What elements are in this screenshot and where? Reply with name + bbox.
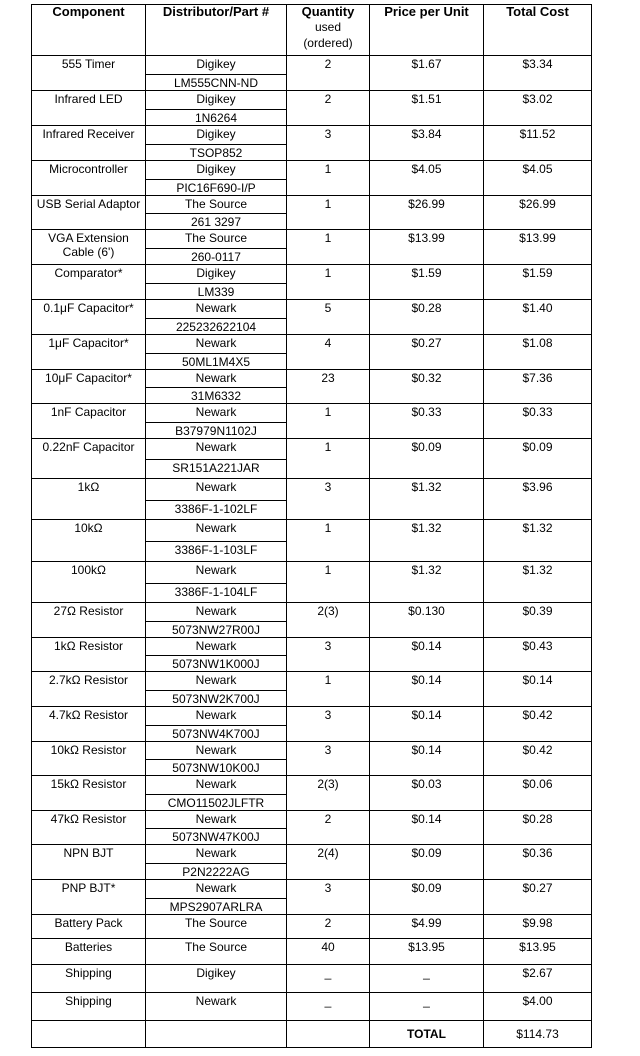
distributor-name: Digikey: [146, 161, 286, 180]
total-cell: $4.00: [484, 993, 592, 1021]
part-number: 5073NW2K700J: [172, 692, 260, 706]
distributor-cell: [146, 707, 287, 742]
part-number: CMO11502JLFTR: [167, 796, 265, 810]
table-row: [32, 335, 592, 370]
component-cell: Shipping: [32, 993, 146, 1021]
total-cell: $0.33: [484, 404, 592, 439]
distributor-cell: [146, 638, 287, 672]
quantity-cell: 2(3): [287, 603, 370, 638]
price-cell: _: [370, 993, 484, 1021]
quantity-cell: 2: [287, 915, 370, 939]
distributor-cell: [146, 479, 287, 520]
distributor-name: Newark: [146, 742, 286, 760]
component-cell: 10kΩ: [32, 520, 146, 562]
distributor-name: Newark: [146, 603, 286, 622]
total-cell: $1.08: [484, 335, 592, 370]
distributor-cell: [146, 520, 287, 562]
total-cell: $1.59: [484, 265, 592, 300]
empty-cell: [32, 1021, 146, 1048]
price-cell: $0.14: [370, 638, 484, 672]
table-row: [32, 265, 592, 300]
distributor-cell: [146, 439, 287, 479]
part-number: 260-0117: [191, 250, 241, 264]
component-cell: Comparator*: [32, 265, 146, 300]
distributor-cell: [146, 672, 287, 707]
quantity-cell: 2(4): [287, 845, 370, 880]
component-cell: 1nF Capacitor: [32, 404, 146, 439]
component-cell: 15kΩ Resistor: [32, 776, 146, 811]
quantity-cell: 3: [287, 707, 370, 742]
table-row: [32, 965, 592, 993]
distributor-cell: [146, 56, 287, 91]
total-label: TOTAL: [370, 1021, 484, 1048]
table-row: [32, 300, 592, 335]
price-cell: $4.99: [370, 915, 484, 939]
table-row: [32, 672, 592, 707]
distributor-name: Newark: [146, 520, 286, 542]
price-cell: $0.14: [370, 811, 484, 845]
distributor-cell: [146, 230, 287, 265]
price-cell: $3.84: [370, 126, 484, 161]
component-cell: Shipping: [32, 965, 146, 993]
component-cell: Microcontroller: [32, 161, 146, 196]
price-cell: $0.09: [370, 880, 484, 915]
distributor-name: Newark: [146, 562, 286, 584]
header-quantity-used: used: [314, 20, 342, 34]
table-row: [32, 91, 592, 126]
distributor-cell: Newark: [146, 993, 287, 1021]
table-row: [32, 776, 592, 811]
price-cell: $1.32: [370, 562, 484, 603]
part-number: 1N6264: [194, 111, 238, 125]
table-row: [32, 939, 592, 965]
component-cell: 47kΩ Resistor: [32, 811, 146, 845]
distributor-name: Digikey: [146, 56, 286, 75]
total-cell: $0.09: [484, 439, 592, 479]
total-cell: $26.99: [484, 196, 592, 230]
quantity-cell: 1: [287, 161, 370, 196]
table-row: [32, 56, 592, 91]
distributor-cell: [146, 196, 287, 230]
empty-cell: [146, 1021, 287, 1048]
distributor-name: Newark: [146, 880, 286, 899]
total-cell: $3.96: [484, 479, 592, 520]
quantity-cell: _: [287, 965, 370, 993]
part-number: 3386F-1-103LF: [174, 543, 258, 557]
price-cell: $0.09: [370, 439, 484, 479]
distributor-cell: [146, 845, 287, 880]
total-cell: $0.36: [484, 845, 592, 880]
price-cell: $0.03: [370, 776, 484, 811]
quantity-cell: 1: [287, 404, 370, 439]
component-cell: 2.7kΩ Resistor: [32, 672, 146, 707]
part-number: LM339: [197, 285, 235, 299]
part-number: 5073NW27R00J: [171, 623, 261, 637]
total-cell: $3.02: [484, 91, 592, 126]
quantity-cell: 3: [287, 638, 370, 672]
part-number: 3386F-1-102LF: [174, 502, 258, 516]
component-cell: 555 Timer: [32, 56, 146, 91]
distributor-name: Newark: [146, 479, 286, 501]
quantity-cell: 1: [287, 562, 370, 603]
table-row: [32, 880, 592, 915]
price-cell: $1.67: [370, 56, 484, 91]
total-cell: $0.39: [484, 603, 592, 638]
price-cell: $1.59: [370, 265, 484, 300]
quantity-cell: 3: [287, 479, 370, 520]
total-cell: $0.43: [484, 638, 592, 672]
component-cell: 27Ω Resistor: [32, 603, 146, 638]
quantity-cell: 1: [287, 672, 370, 707]
table-row: [32, 845, 592, 880]
component-cell: 0.1μF Capacitor*: [32, 300, 146, 335]
table-row: [32, 562, 592, 603]
price-cell: $0.28: [370, 300, 484, 335]
price-cell: $0.09: [370, 845, 484, 880]
table-row: [32, 404, 592, 439]
table-row: [32, 638, 592, 672]
quantity-cell: 2: [287, 811, 370, 845]
price-cell: $0.14: [370, 672, 484, 707]
distributor-cell: [146, 370, 287, 404]
distributor-name: Newark: [146, 776, 286, 795]
distributor-name: Newark: [146, 707, 286, 726]
total-cell: $0.14: [484, 672, 592, 707]
component-cell: 0.22nF Capacitor: [32, 439, 146, 479]
distributor-name: Newark: [146, 404, 286, 423]
price-cell: $0.14: [370, 707, 484, 742]
header-quantity-label: Quantity: [301, 4, 355, 19]
total-cell: $11.52: [484, 126, 592, 161]
distributor-cell: [146, 300, 287, 335]
price-cell: $1.32: [370, 479, 484, 520]
header-row: [32, 5, 592, 56]
component-cell: 10kΩ Resistor: [32, 742, 146, 776]
component-cell: USB Serial Adaptor: [32, 196, 146, 230]
table-row: [32, 479, 592, 520]
component-cell: 1kΩ: [32, 479, 146, 520]
part-number: SR151A221JAR: [172, 461, 260, 475]
part-number: MPS2907ARLRA: [169, 900, 263, 914]
distributor-cell: [146, 161, 287, 196]
distributor-cell: [146, 776, 287, 811]
cost-table: [31, 4, 592, 1048]
part-number: 31M6332: [190, 389, 242, 403]
table-row: [32, 811, 592, 845]
distributor-name: Newark: [146, 811, 286, 829]
part-number: 3386F-1-104LF: [174, 585, 258, 599]
total-cell: $2.67: [484, 965, 592, 993]
distributor-name: Newark: [146, 335, 286, 354]
total-cell: $9.98: [484, 915, 592, 939]
quantity-cell: 23: [287, 370, 370, 404]
total-cell: $1.40: [484, 300, 592, 335]
table-row: [32, 196, 592, 230]
quantity-cell: 40: [287, 939, 370, 965]
quantity-cell: 5: [287, 300, 370, 335]
distributor-name: Newark: [146, 638, 286, 656]
quantity-cell: 2(3): [287, 776, 370, 811]
distributor-cell: [146, 603, 287, 638]
total-cell: $0.42: [484, 707, 592, 742]
price-cell: $4.05: [370, 161, 484, 196]
distributor-cell: Digikey: [146, 965, 287, 993]
component-cell: 10μF Capacitor*: [32, 370, 146, 404]
part-number: 5073NW10K00J: [172, 761, 260, 775]
quantity-cell: _: [287, 993, 370, 1021]
distributor-cell: [146, 742, 287, 776]
total-cell: $4.05: [484, 161, 592, 196]
total-cell: $3.34: [484, 56, 592, 91]
quantity-cell: 1: [287, 230, 370, 265]
distributor-cell: [146, 880, 287, 915]
total-cell: $1.32: [484, 562, 592, 603]
price-cell: $26.99: [370, 196, 484, 230]
table-row: [32, 993, 592, 1021]
part-number: TSOP852: [189, 146, 243, 160]
total-cell: $0.28: [484, 811, 592, 845]
quantity-cell: 1: [287, 196, 370, 230]
total-cell: $7.36: [484, 370, 592, 404]
table-row: [32, 603, 592, 638]
distributor-name: Newark: [146, 300, 286, 319]
distributor-cell: [146, 126, 287, 161]
component-cell: NPN BJT: [32, 845, 146, 880]
part-number: 5073NW4K700J: [172, 727, 260, 741]
price-cell: $0.33: [370, 404, 484, 439]
price-cell: $0.130: [370, 603, 484, 638]
part-number: LM555CNN-ND: [173, 76, 259, 90]
table-row: [32, 370, 592, 404]
distributor-name: Newark: [146, 439, 286, 460]
header-price: Price per Unit: [370, 5, 484, 56]
distributor-name: The Source: [146, 230, 286, 249]
distributor-cell: [146, 91, 287, 126]
table-row: [32, 161, 592, 196]
component-cell: 1kΩ Resistor: [32, 638, 146, 672]
component-cell: 1μF Capacitor*: [32, 335, 146, 370]
component-cell: 100kΩ: [32, 562, 146, 603]
part-number: 5073NW47K00J: [172, 830, 260, 844]
component-cell: Battery Pack: [32, 915, 146, 939]
part-number: 225232622104: [175, 320, 257, 334]
component-cell: Batteries: [32, 939, 146, 965]
distributor-cell: [146, 335, 287, 370]
grand-total: $114.73: [484, 1021, 592, 1048]
quantity-cell: 1: [287, 265, 370, 300]
price-cell: $1.32: [370, 520, 484, 562]
distributor-name: Digikey: [146, 265, 286, 284]
part-number: 261 3297: [190, 215, 242, 229]
distributor-cell: [146, 811, 287, 845]
distributor-cell: [146, 562, 287, 603]
component-cell: 4.7kΩ Resistor: [32, 707, 146, 742]
header-component: Component: [32, 5, 146, 56]
component-cell: Infrared Receiver: [32, 126, 146, 161]
header-total: Total Cost: [484, 5, 592, 56]
table-row: [32, 707, 592, 742]
part-number: 5073NW1K000J: [172, 657, 260, 671]
quantity-cell: 2: [287, 91, 370, 126]
quantity-cell: 1: [287, 439, 370, 479]
price-cell: $0.14: [370, 742, 484, 776]
header-distributor: Distributor/Part #: [146, 5, 287, 56]
total-cell: $0.27: [484, 880, 592, 915]
table-body: [32, 56, 592, 1048]
part-number: B37979N1102J: [175, 424, 257, 438]
distributor-name: Newark: [146, 370, 286, 388]
header-quantity-ordered: (ordered): [303, 36, 353, 50]
price-cell: $0.27: [370, 335, 484, 370]
distributor-cell: [146, 404, 287, 439]
table-row: [32, 742, 592, 776]
quantity-cell: 1: [287, 520, 370, 562]
part-number: PIC16F690-I/P: [176, 181, 256, 195]
component-cell: Infrared LED: [32, 91, 146, 126]
quantity-cell: 3: [287, 126, 370, 161]
distributor-name: Digikey: [146, 91, 286, 110]
empty-cell: [287, 1021, 370, 1048]
quantity-cell: 2: [287, 56, 370, 91]
table-row: [32, 126, 592, 161]
total-cell: $13.95: [484, 939, 592, 965]
price-cell: _: [370, 965, 484, 993]
distributor-cell: [146, 265, 287, 300]
quantity-cell: 3: [287, 742, 370, 776]
distributor-name: Newark: [146, 845, 286, 864]
total-row: [32, 1021, 592, 1048]
quantity-cell: 3: [287, 880, 370, 915]
total-cell: $13.99: [484, 230, 592, 265]
distributor-name: The Source: [146, 196, 286, 214]
total-cell: $0.42: [484, 742, 592, 776]
part-number: 50ML1M4X5: [181, 355, 251, 369]
table-row: [32, 439, 592, 479]
price-cell: $0.32: [370, 370, 484, 404]
table-row: [32, 915, 592, 939]
header-quantity: [287, 5, 370, 56]
table-row: [32, 230, 592, 265]
component-cell: PNP BJT*: [32, 880, 146, 915]
total-cell: $1.32: [484, 520, 592, 562]
part-number: P2N2222AG: [182, 865, 250, 879]
price-cell: $13.95: [370, 939, 484, 965]
total-cell: $0.06: [484, 776, 592, 811]
distributor-name: Newark: [146, 672, 286, 691]
quantity-cell: 4: [287, 335, 370, 370]
distributor-name: Digikey: [146, 126, 286, 145]
price-cell: $1.51: [370, 91, 484, 126]
distributor-cell: The Source: [146, 915, 287, 939]
distributor-cell: The Source: [146, 939, 287, 965]
price-cell: $13.99: [370, 230, 484, 265]
table-row: [32, 520, 592, 562]
component-cell: VGA Extension Cable (6'): [32, 230, 146, 265]
